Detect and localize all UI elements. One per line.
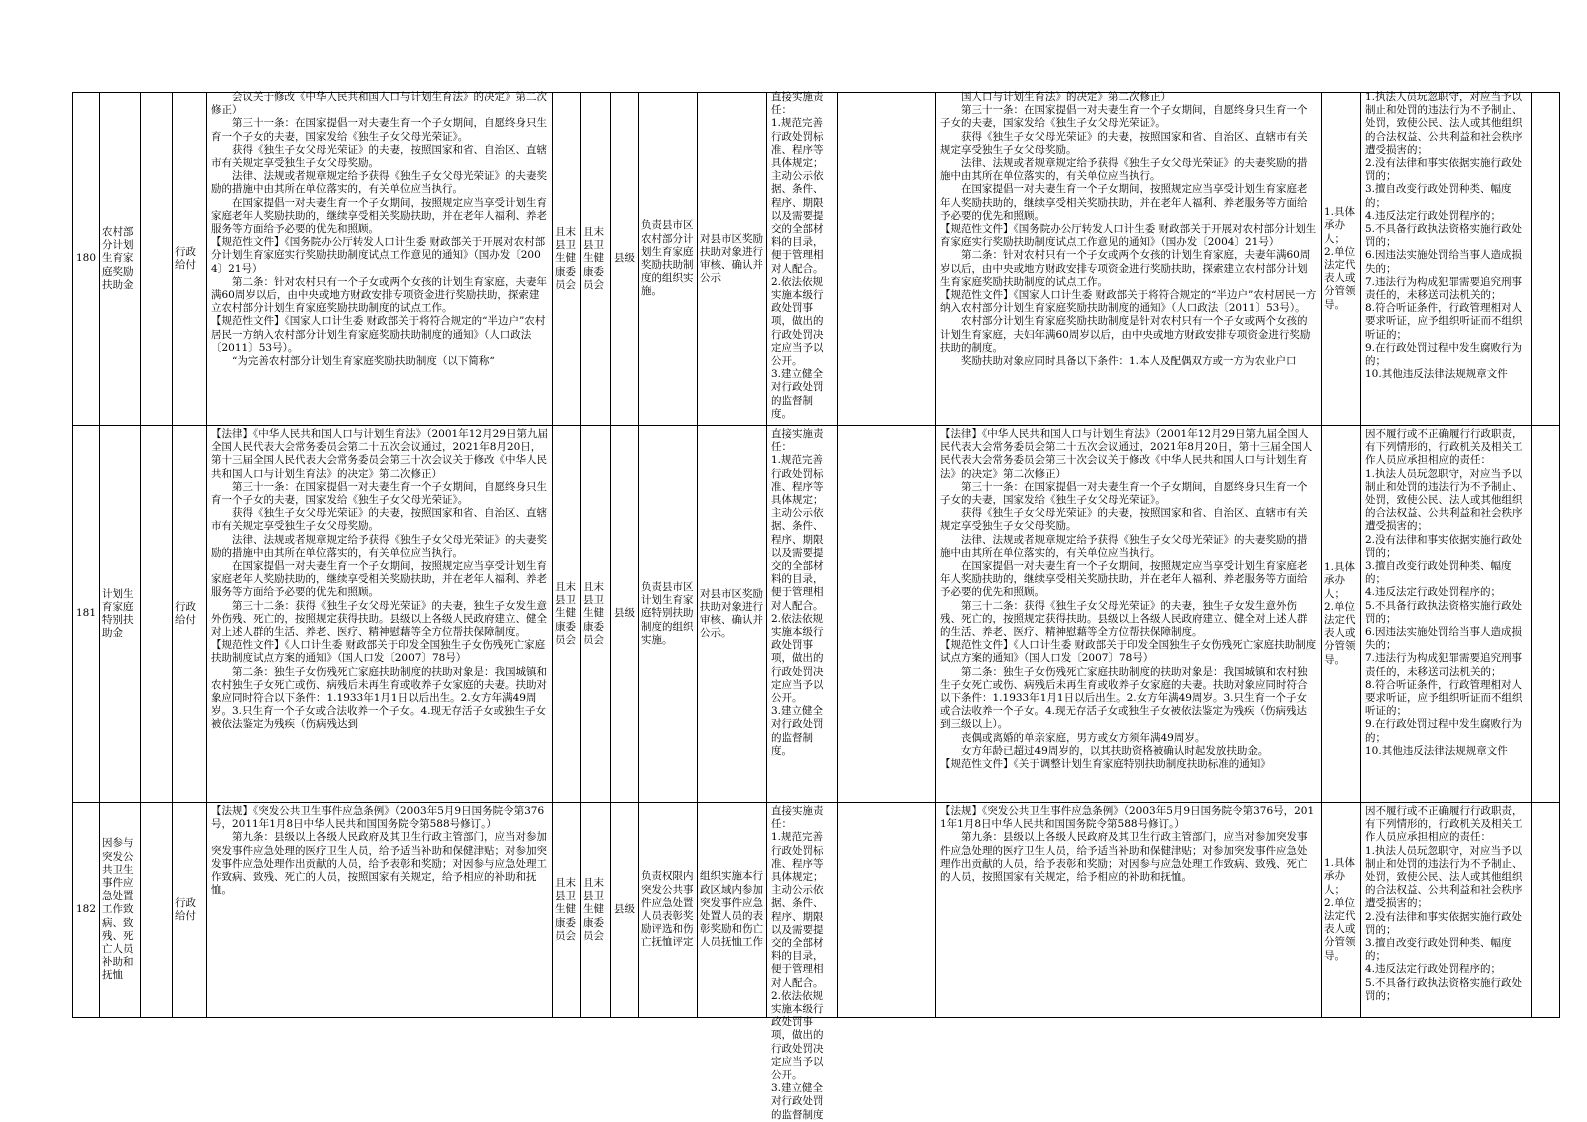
text-line: 1.执法人员玩忽职守，对应当予以制止和处罚的违法行为不予制止、处罚，致使公民、法人或其他组织的合法权益、公共利益和社会秩序遭受损害的； (1365, 844, 1523, 910)
text-line: 2.单位法定代表人或分管领导。 (1324, 896, 1356, 962)
row-number: 182 (73, 803, 100, 1018)
text-line: 2.单位法定代表人或分管领导。 (1324, 245, 1356, 311)
item-name: 农村部分计划生育家庭奖励扶助金 (100, 93, 141, 426)
blank-cell (838, 803, 936, 1018)
text-line: 1.执法人员玩忽职守，对应当予以制止和处罚的违法行为不予制止、处罚，致使公民、法人或其他组织的合法权益、公共利益和社会秩序遭受损害的； (1365, 467, 1523, 533)
basis-paragraph: 【规范性文件】《国务院办公厅转发人口计生委 财政部关于开展对农村部分计划生育家庭实行奖励扶助制度试点工作意见的通知》（国办发〔2004〕21号） (940, 223, 1317, 249)
power-list-table (72, 91, 1560, 1121)
accountability (1361, 803, 1532, 1018)
basis-paragraph: “为完善农村部分计划生育家庭奖励扶助制度（以下简称“ (232, 355, 495, 368)
blank-cell (141, 426, 173, 803)
basis-paragraph: 法律、法规或者规章规定给予获得《独生子女父母光荣证》的夫妻奖励的措施中由其所在单位落实的，有关单位应当执行。 (211, 170, 547, 196)
text-line: 2.没有法律和事实依据实施行政处罚的； (1365, 533, 1523, 559)
basis-paragraph: 在国家提倡一对夫妻生育一个子女期间，按照规定应当享受计划生育家庭老年人奖励扶助的，继续享受相关奖励扶助，并在老年人福利、养老服务等方面给予必要的优先和照顾。 (940, 560, 1308, 599)
legal-basis (207, 93, 553, 426)
basis-paragraph: 获得《独生子女父母光荣证》的夫妻，按照国家和省、自治区、直辖市有关规定享受独生子女父母奖励。 (940, 507, 1308, 533)
dept-primary: 且末县卫生健康委员会 (553, 93, 581, 426)
duty-city: 负责县市区农村部分计划生育家庭奖励扶助制度的组织实施。 (639, 93, 698, 426)
basis-paragraph: 【法律】《中华人民共和国人口与计划生育法》（2001年12月29日第九届全国人民代表大会常务委员会第二十五次会议通过，2021年8月20日，第十三届全国人民代表大会常务委员会第三十次会议关于修改《中华人民共和国人口与计划生育法》的决定》第二次修正） (940, 428, 1313, 480)
basis-paragraph: 【规范性文件】《人口计生委 财政部关于印发全国独生子女伤残死亡家庭扶助制度试点方案的通知》（国人口发〔2007〕78号） (940, 639, 1317, 665)
basis-paragraph: 奖励扶助对象应同时具备以下条件：1.本人及配偶双方或一方为农业户口 (961, 355, 1297, 368)
basis-paragraph: 会议关于修改《中华人民共和国人口与计划生育法》的决定》第二次修正） (211, 91, 547, 117)
duty-county: 组织实施本行政区域内参加突发事件应急处置人员的表彰奖励和伤亡人员抚恤工作 (698, 803, 767, 1018)
basis-paragraph: 第二条：针对农村只有一个子女或两个女孩的计划生育家庭，夫妻年满60周岁以后，由中央或地方财政安排专项资金进行奖励扶助，探索建立农村部分计划生育家庭奖励扶助制度的试点工作。 (940, 249, 1311, 288)
text-line: 3.擅自改变行政处罚种类、幅度的； (1365, 937, 1512, 963)
text-line: 8.符合听证条件，行政管理相对人要求听证，应予组织听证而不组织听证的； (1365, 302, 1523, 341)
text-line: 2.依法依规实施本级行政处罚事项，做出的行政处罚决定应当予以公开。 (771, 989, 824, 1082)
basis-paragraph: 获得《独生子女父母光荣证》的夫妻，按照国家和省、自治区、直辖市有关规定享受独生子女父母奖励。 (211, 143, 547, 170)
basis-paragraph: 【规范性文件】《关于调整计划生育家庭特别扶助制度扶助标准的通知》 (940, 758, 1271, 771)
admin-level: 县级 (611, 803, 639, 1018)
basis-paragraph: 女方年龄已超过49周岁的，以其扶助资格被确认时起发放扶助金。 (961, 744, 1269, 757)
text-line: 9.在行政处罚过程中发生腐败行为的； (1365, 341, 1523, 368)
admin-level: 县级 (611, 93, 639, 426)
basis-paragraph: 【规范性文件】《人口计生委 财政部关于印发全国独生子女伤残死亡家庭扶助制度试点方案的通知》（国人口发〔2007〕78号） (211, 639, 546, 665)
accountability (1361, 93, 1532, 426)
text-line: 3.建立健全对行政处罚的监督制度。 (771, 368, 824, 420)
basis-paragraph: 法律、法规或者规章规定给予获得《独生子女父母光荣证》的夫妻奖励的措施中由其所在单位落实的，有关单位应当执行。 (940, 533, 1308, 559)
basis-paragraph: 法律、法规或者规章规定给予获得《独生子女父母光荣证》的夫妻奖励的措施中由其所在单位落实的，有关单位应当执行。 (940, 157, 1308, 183)
text-line: 1.规范完善行政处罚标准、程序等具体规定；主动公示依据、条件、程序、期限以及需要提交的全部材料的目录，便于管理相对人配合。 (771, 117, 824, 275)
dept-secondary: 且末县卫生健康委员会 (581, 803, 611, 1018)
basis-paragraph: 第九条：县级以上各级人民政府及其卫生行政主管部门，应当对参加突发事件应急处理的医疗卫生人员，给予适当补助和保健津贴；对参加突发事件应急处理作出贡献的人员，给予表彰和奖励；对因参与应急处理工作致病、致残、死亡的人员，按照国家有关规定，给予相应的补助和抚恤。 (940, 831, 1308, 884)
basis-paragraph: 【法律】《中华人民共和国人口与计划生育法》（2001年12月29日第九届全国人民代表大会常务委员会第二十五次会议通过，2021年8月20日，第十三届全国人民代表大会常务委员会第三十次会议关于修改《中华人民共和国人口与计划生育法》的决定》第二次修正） (211, 428, 548, 480)
blank-cell (1532, 803, 1560, 1018)
text-line: 7.违法行为构成犯罪需要追究刑事责任的，未移送司法机关的； (1365, 275, 1523, 302)
text-line: 1.具体承办人； (1324, 561, 1356, 600)
accountability (1361, 426, 1532, 803)
legal-basis (207, 426, 553, 803)
basis-paragraph: 第三十一条：在国家提倡一对夫妻生育一个子女期间，自愿终身只生育一个子女的夫妻，国家发给《独生子女父母光荣证》。 (940, 104, 1308, 130)
text-line: 4.违反法定行政处罚程序的； (1365, 209, 1502, 222)
basis-paragraph: 在国家提倡一对夫妻生育一个子女期间，按照规定应当享受计划生育家庭老年人奖励扶助的，继续享受相关奖励扶助，并在老年人福利、养老服务等方面给予必要的优先和照顾。 (211, 196, 547, 236)
item-category: 行政给付 (173, 426, 207, 803)
text-line: 7.违法行为构成犯罪需要追究刑事责任的，未移送司法机关的； (1365, 652, 1523, 678)
blank-cell (1532, 426, 1560, 803)
basis-paragraph: 获得《独生子女父母光荣证》的夫妻，按照国家和省、自治区、直辖市有关规定享受独生子女父母奖励。 (211, 507, 547, 533)
basis-paragraph: 第二条：独生子女伤残死亡家庭扶助制度的扶助对象是：我国城镇和农村独生子女死亡或伤、病残后未再生育或收养子女家庭的夫妻。扶助对象应同时符合以下条件：1.1933年1月1日以后出生。2.女方年满49周岁。3.只生育一个子女或合法收养一个子女。4.现无存活子女或独生子女被依法鉴定为残疾（伤病残达到三级以上）。 (940, 665, 1308, 731)
basis-paragraph: 第三十二条：获得《独生子女父母光荣证》的夫妻，独生子女发生意外伤残、死亡的，按照规定获得扶助。县级以上各级人民政府建立、健全对上述人群的生活、养老、医疗、精神慰藉等全方位帮扶保障制度。 (211, 599, 547, 639)
responsible-subjects (1322, 803, 1361, 1018)
basis-paragraph: 法律、法规或者规章规定给予获得《独生子女父母光荣证》的夫妻奖励的措施中由其所在单位落实的，有关单位应当执行。 (211, 533, 547, 559)
legal-basis-detail (936, 803, 1322, 1018)
text-line: 10.其他违反法律法规规章文件 (1365, 368, 1508, 381)
basis-paragraph: 在国家提倡一对夫妻生育一个子女期间，按照规定应当享受计划生育家庭老年人奖励扶助的，继续享受相关奖励扶助，并在老年人福利、养老服务等方面给予必要的优先和照顾。 (940, 183, 1308, 222)
dept-secondary: 且末县卫生健康委员会 (581, 93, 611, 426)
blank-cell (838, 93, 936, 426)
responsible-subjects (1322, 426, 1361, 803)
text-line: 8.符合听证条件，行政管理相对人要求听证，应予组织听证而不组织听证的； (1365, 678, 1523, 718)
basis-paragraph: 第三十一条：在国家提倡一对夫妻生育一个子女期间，自愿终身只生育一个子女的夫妻，国家发给《独生子女父母光荣证》。 (211, 480, 547, 507)
blank-cell (1532, 93, 1560, 426)
duty-city: 负责权限内突发公共事件应急处置人员表彰奖励评选和伤亡抚恤评定 (639, 803, 698, 1018)
basis-paragraph: 【规范性文件】《国家人口计生委 财政部关于将符合规定的“半边户”农村居民一方纳入农村部分计划生育家庭奖励扶助制度的通知》（人口政法〔2011〕53号）。 (211, 315, 546, 354)
legal-basis-detail (936, 93, 1322, 426)
basis-paragraph: 第二条：独生子女伤残死亡家庭扶助制度的扶助对象是：我国城镇和农村独生子女死亡或伤、病残后未再生育或收养子女家庭的夫妻。扶助对象应同时符合以下条件：1.1933年1月1日以后出生。2.女方年满49周岁。3.只生育一个子女或合法收养一个子女。4.现无存活子女或独生子女被依法鉴定为残疾（伤病残达到 (211, 665, 547, 731)
basis-paragraph: 第三十一条：在国家提倡一对夫妻生育一个子女期间，自愿终身只生育一个子女的夫妻，国家发给《独生子女父母光荣证》。 (211, 117, 547, 143)
basis-paragraph: 第二条：针对农村只有一个子女或两个女孩的计划生育家庭，夫妻年满60周岁以后，由中央或地方财政安排专项资金进行奖励扶助，探索建立农村部分计划生育家庭奖励扶助制度的试点工作。 (211, 275, 547, 315)
text-line: 2.单位法定代表人或分管领导。 (1324, 600, 1356, 666)
basis-paragraph: 第三十二条：获得《独生子女父母光荣证》的夫妻，独生子女发生意外伤残、死亡的，按照规定获得扶助。县级以上各级人民政府建立、健全对上述人群的生活、养老、医疗、精神慰藉等全方位帮扶保障制度。 (940, 599, 1308, 639)
text-line: 因不履行或不正确履行行政职责，有下列情形的，行政机关及相关工作人员应承担相应的责任： (1365, 428, 1523, 467)
implementation-responsibility (767, 426, 838, 803)
text-line: 6.因违法实施处罚给当事人造成损失的； (1365, 626, 1523, 652)
text-line: 3.建立健全对行政处罚的监督制度。 (771, 705, 824, 757)
dept-secondary: 且末县卫生健康委员会 (581, 426, 611, 803)
text-line: 因不履行或不正确履行行政职责，有下列情形的，行政机关及相关工作人员应承担相应的责任： (1365, 805, 1523, 844)
item-name: 因参与突发公共卫生事件应急处置工作致病、致残、死亡人员补助和抚恤 (100, 803, 141, 1018)
basis-paragraph: 第九条：县级以上各级人民政府及其卫生行政主管部门，应当对参加突发事件应急处理的医疗卫生人员，给予适当补助和保健津贴；对参加突发事件应急处理作出贡献的人员，给予表彰和奖励；对因参与应急处理工作致病、致残、死亡的人员，按照国家有关规定，给予相应的补助和抚恤。 (211, 831, 547, 897)
text-line: 6.因违法实施处罚给当事人造成损失的； (1365, 249, 1523, 275)
basis-paragraph: 丧偶或离婚的单亲家庭，男方或女方须年满49周岁。 (961, 731, 1206, 744)
duty-county: 对县市区奖励扶助对象进行审核、确认并公示。 (698, 426, 767, 803)
basis-paragraph: 【规范性文件】《国家人口计生委 财政部关于将符合规定的“半边户”农村居民一方纳入农村部分计划生育家庭奖励扶助制度的通知》（人口政法〔2011〕53号）。 (940, 289, 1317, 315)
text-line: 5.不具备行政执法资格实施行政处罚的； (1365, 223, 1523, 249)
text-line: 直接实施责任： (771, 428, 824, 454)
text-line: 5.不具备行政执法资格实施行政处罚的； (1365, 599, 1523, 625)
text-line: 2.没有法律和事实依据实施行政处罚的； (1365, 910, 1523, 936)
text-line: 直接实施责任： (771, 91, 824, 117)
text-line: 3.擅自改变行政处罚种类、幅度的； (1365, 183, 1512, 209)
text-line: 5.不具备行政执法资格实施行政处罚的； (1365, 976, 1523, 1002)
text-line: 4.违反法定行政处罚程序的； (1365, 963, 1502, 976)
text-line: 3.建立健全对行政处罚的监督制度 (771, 1082, 824, 1121)
text-line: 1.执法人员玩忽职守，对应当予以制止和处罚的违法行为不予制止、处罚，致使公民、法人或其他组织的合法权益、公共利益和社会秩序遭受损害的； (1365, 91, 1523, 156)
basis-paragraph: 【法规】《突发公共卫生事件应急条例》（2003年5月9日国务院令第376号，2011年1月8日中华人民共和国国务院令第588号修订。） (940, 805, 1315, 831)
table-row (73, 803, 1560, 1018)
table-row (73, 93, 1560, 426)
responsible-subjects (1322, 93, 1361, 426)
text-line: 9.在行政处罚过程中发生腐败行为的； (1365, 718, 1523, 744)
text-line: 1.具体承办人； (1324, 857, 1356, 896)
duty-county: 对县市区奖励扶助对象进行审核、确认并公示 (698, 93, 767, 426)
item-category: 行政给付 (173, 93, 207, 426)
legal-basis (207, 803, 553, 1018)
basis-paragraph: 【法规】《突发公共卫生事件应急条例》（2003年5月9日国务院令第376号，2011年1月8日中华人民共和国国务院令第588号修订。） (211, 805, 545, 831)
text-line: 2.没有法律和事实依据实施行政处罚的； (1365, 157, 1523, 183)
item-name: 计划生育家庭特别扶助金 (100, 426, 141, 803)
implementation-responsibility (767, 93, 838, 426)
text-line: 10.其他违反法律法规规章文件 (1365, 744, 1508, 757)
text-line: 1.规范完善行政处罚标准、程序等具体规定；主动公示依据、条件、程序、期限以及需要提交的全部材料的目录，便于管理相对人配合。 (771, 831, 824, 989)
text-line: 2.依法依规实施本级行政处罚事项，做出的行政处罚决定应当予以公开。 (771, 275, 824, 368)
row-number: 181 (73, 426, 100, 803)
blank-cell (141, 803, 173, 1018)
legal-basis-detail (936, 426, 1322, 803)
text-line: 1.规范完善行政处罚标准、程序等具体规定；主动公示依据、条件、程序、期限以及需要提交的全部材料的目录，便于管理相对人配合。 (771, 454, 824, 612)
implementation-responsibility (767, 803, 838, 1121)
text-line: 3.擅自改变行政处罚种类、幅度的； (1365, 560, 1512, 586)
text-line: 直接实施责任： (771, 805, 824, 831)
blank-cell (838, 426, 936, 803)
basis-paragraph: 第三十一条：在国家提倡一对夫妻生育一个子女期间，自愿终身只生育一个子女的夫妻，国家发给《独生子女父母光荣证》。 (940, 480, 1308, 507)
basis-paragraph: 获得《独生子女父母光荣证》的夫妻，按照国家和省、自治区、直辖市有关规定享受独生子女父母奖励。 (940, 130, 1308, 156)
text-line: 1.具体承办人； (1324, 206, 1356, 245)
basis-paragraph: 【规范性文件】《国务院办公厅转发人口计生委 财政部关于开展对农村部分计划生育家庭实行奖励扶助制度试点工作意见的通知》（国办发〔2004〕21号） (211, 236, 546, 275)
basis-paragraph: 在国家提倡一对夫妻生育一个子女期间，按照规定应当享受计划生育家庭老年人奖励扶助的，继续享受相关奖励扶助，并在老年人福利、养老服务等方面给予必要的优先和照顾。 (211, 560, 547, 599)
duty-city: 负责县市区计划生育家庭特别扶助制度的组织实施。 (639, 426, 698, 803)
row-number: 180 (73, 93, 100, 426)
admin-level: 县级 (611, 426, 639, 803)
blank-cell (141, 93, 173, 426)
basis-paragraph: 农村部分计划生育家庭奖励扶助制度是针对农村只有一个子女或两个女孩的计划生育家庭，夫妇年满60周岁以后，由中央或地方财政安排专项资金进行奖励扶助的制度。 (940, 315, 1311, 354)
text-line: 4.违反法定行政处罚程序的； (1365, 586, 1502, 599)
dept-primary: 且末县卫生健康委员会 (553, 426, 581, 803)
item-category: 行政给付 (173, 803, 207, 1018)
basis-paragraph: 国人口与计划生育法》的决定》第二次修正） (961, 91, 1171, 103)
dept-primary: 且末县卫生健康委员会 (553, 803, 581, 1018)
text-line: 2.依法依规实施本级行政处罚事项，做出的行政处罚决定应当予以公开。 (771, 612, 824, 705)
table-row (73, 426, 1560, 803)
